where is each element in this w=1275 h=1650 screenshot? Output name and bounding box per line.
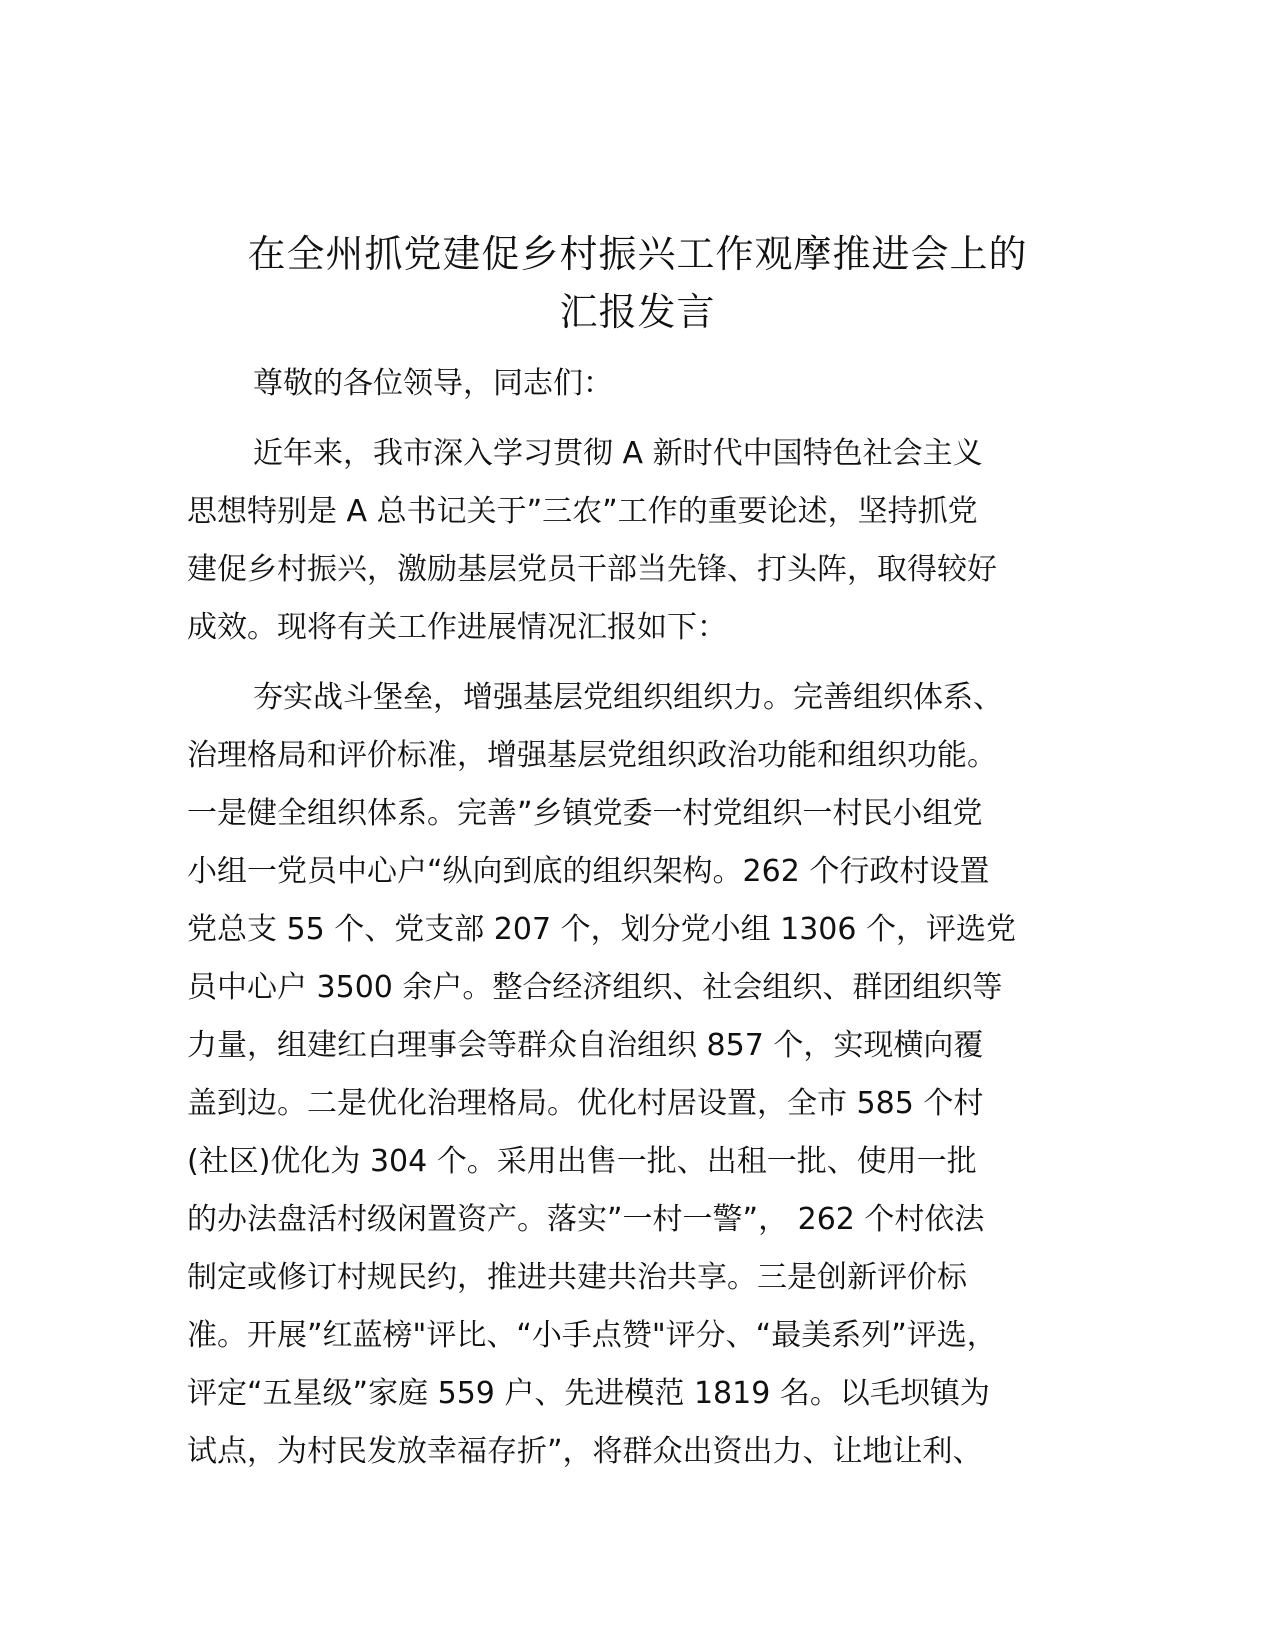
paragraph-line: 夯实战斗堡垒，增强基层党组织组织力。完善组织体系、 [253, 680, 1003, 715]
paragraph-line: 盖到边。二是优化治理格局。优化村居设置，全市 585 个村 [187, 1086, 984, 1121]
paragraph-line: 建促乡村振兴，激励基层党员干部当先锋、打头阵，取得较好 [187, 552, 997, 587]
document-title [150, 225, 1125, 341]
paragraph-line: 小组一党员中心户“纵向到底的组织架构。262 个行政村设置 [187, 854, 990, 889]
paragraph-line: 尊敬的各位领导，同志们： [253, 366, 613, 401]
paragraph-line: 治理格局和评价标准，增强基层党组织政治功能和组织功能。 [187, 738, 997, 773]
paragraph-line: (社区)优化为 304 个。采用出售一批、出租一批、使用一批 [187, 1144, 977, 1179]
paragraph-line: 评定“五星级”家庭 559 户、先进模范 1819 名。以毛坝镇为 [187, 1376, 990, 1411]
title-line: 汇报发言 [559, 290, 716, 334]
paragraph-line: 试点，为村民发放幸福存折”，将群众出资出力、让地让利、 [187, 1434, 983, 1469]
salutation-paragraph [187, 355, 1087, 413]
paragraph-line: 一是健全组织体系。完善”乡镇党委一村党组织一村民小组党 [187, 796, 983, 831]
title-line: 在全州抓党建促乡村振兴工作观摩推进会上的 [247, 232, 1028, 276]
paragraph-line: 制定或修订村规民约，推进共建共治共享。三是创新评价标 [187, 1260, 967, 1295]
paragraph-line: 准。开展”红蓝榜"评比、“小手点赞"评分、“最美系列”评选， [187, 1318, 997, 1353]
paragraph-line: 党总支 55 个、党支部 207 个，划分党小组 1306 个，评选党 [187, 912, 1016, 947]
paragraph-line: 近年来，我市深入学习贯彻 A 新时代中国特色社会主义 [253, 436, 983, 471]
paragraph-line: 员中心户 3500 余户。整合经济组织、社会组织、群团组织等 [187, 970, 1003, 1005]
section-paragraph [187, 669, 1087, 1481]
paragraph-line: 力量，组建红白理事会等群众自治组织 857 个，实现横向覆 [187, 1028, 984, 1063]
paragraph-line: 思想特别是 A 总书记关于”三农”工作的重要论述，坚持抓党 [187, 494, 978, 529]
paragraph-line: 成效。现将有关工作进展情况汇报如下： [187, 610, 727, 645]
document-body [187, 355, 1087, 1481]
paragraph-line: 的办法盘活村级闲置资产。落实”一村一警”， 262 个村依法 [187, 1202, 985, 1237]
intro-paragraph [187, 425, 1087, 657]
